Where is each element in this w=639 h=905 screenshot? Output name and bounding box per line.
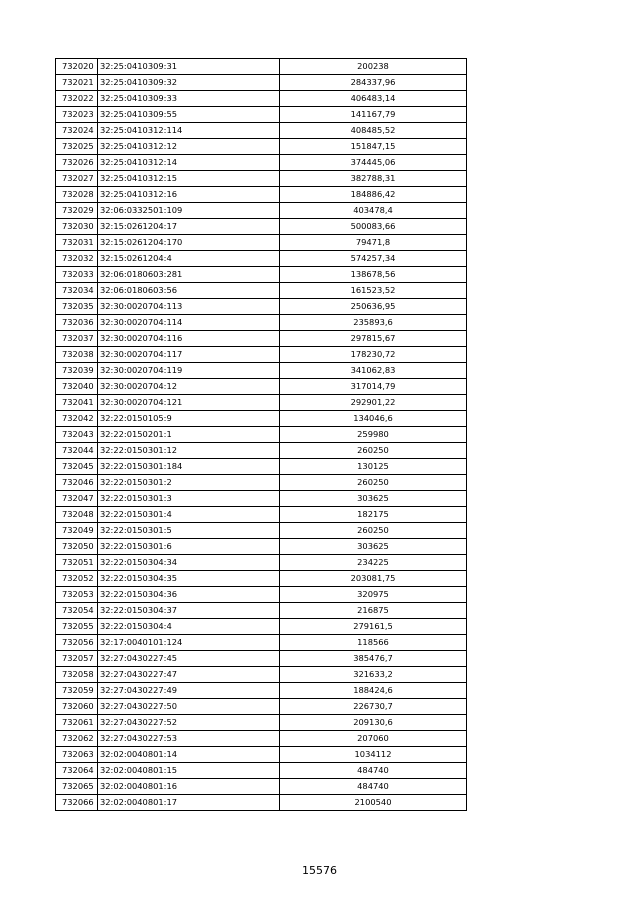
cadastral-number-cell: 32:27:0430227:45 bbox=[98, 651, 280, 667]
value-cell: 260250 bbox=[280, 443, 467, 459]
table-row bbox=[56, 187, 467, 203]
cadastral-number-cell: 32:22:0150105:9 bbox=[98, 411, 280, 427]
cadastral-number-cell: 32:22:0150304:36 bbox=[98, 587, 280, 603]
value-cell: 141167,79 bbox=[280, 107, 467, 123]
value-cell: 118566 bbox=[280, 635, 467, 651]
row-number-cell: 732030 bbox=[56, 219, 98, 235]
cadastral-number-cell: 32:25:0410312:15 bbox=[98, 171, 280, 187]
value-cell: 382788,31 bbox=[280, 171, 467, 187]
row-number-cell: 732023 bbox=[56, 107, 98, 123]
row-number-cell: 732026 bbox=[56, 155, 98, 171]
value-cell: 184886,42 bbox=[280, 187, 467, 203]
table-row bbox=[56, 347, 467, 363]
cadastral-number-cell: 32:30:0020704:117 bbox=[98, 347, 280, 363]
row-number-cell: 732057 bbox=[56, 651, 98, 667]
table-row bbox=[56, 699, 467, 715]
value-cell: 260250 bbox=[280, 475, 467, 491]
registry-table bbox=[55, 58, 467, 811]
table-row bbox=[56, 123, 467, 139]
cadastral-number-cell: 32:06:0180603:56 bbox=[98, 283, 280, 299]
row-number-cell: 732021 bbox=[56, 75, 98, 91]
table-row bbox=[56, 299, 467, 315]
row-number-cell: 732065 bbox=[56, 779, 98, 795]
cadastral-number-cell: 32:27:0430227:50 bbox=[98, 699, 280, 715]
cadastral-number-cell: 32:15:0261204:4 bbox=[98, 251, 280, 267]
cadastral-number-cell: 32:15:0261204:170 bbox=[98, 235, 280, 251]
row-number-cell: 732055 bbox=[56, 619, 98, 635]
table-row bbox=[56, 363, 467, 379]
cadastral-number-cell: 32:25:0410312:14 bbox=[98, 155, 280, 171]
cadastral-number-cell: 32:25:0410312:12 bbox=[98, 139, 280, 155]
value-cell: 500083,66 bbox=[280, 219, 467, 235]
row-number-cell: 732036 bbox=[56, 315, 98, 331]
cadastral-number-cell: 32:02:0040801:15 bbox=[98, 763, 280, 779]
value-cell: 151847,15 bbox=[280, 139, 467, 155]
row-number-cell: 732035 bbox=[56, 299, 98, 315]
value-cell: 303625 bbox=[280, 539, 467, 555]
cadastral-number-cell: 32:22:0150301:12 bbox=[98, 443, 280, 459]
table-row bbox=[56, 443, 467, 459]
row-number-cell: 732043 bbox=[56, 427, 98, 443]
value-cell: 284337,96 bbox=[280, 75, 467, 91]
table-row bbox=[56, 763, 467, 779]
row-number-cell: 732040 bbox=[56, 379, 98, 395]
cadastral-number-cell: 32:06:0180603:281 bbox=[98, 267, 280, 283]
row-number-cell: 732046 bbox=[56, 475, 98, 491]
cadastral-number-cell: 32:17:0040101:124 bbox=[98, 635, 280, 651]
value-cell: 317014,79 bbox=[280, 379, 467, 395]
row-number-cell: 732056 bbox=[56, 635, 98, 651]
cadastral-number-cell: 32:25:0410309:55 bbox=[98, 107, 280, 123]
cadastral-number-cell: 32:25:0410309:33 bbox=[98, 91, 280, 107]
table-row bbox=[56, 459, 467, 475]
table-row bbox=[56, 731, 467, 747]
table-row bbox=[56, 715, 467, 731]
row-number-cell: 732058 bbox=[56, 667, 98, 683]
row-number-cell: 732042 bbox=[56, 411, 98, 427]
value-cell: 134046,6 bbox=[280, 411, 467, 427]
table-row bbox=[56, 539, 467, 555]
value-cell: 250636,95 bbox=[280, 299, 467, 315]
table-row bbox=[56, 683, 467, 699]
table-row bbox=[56, 203, 467, 219]
value-cell: 178230,72 bbox=[280, 347, 467, 363]
value-cell: 303625 bbox=[280, 491, 467, 507]
table-row bbox=[56, 91, 467, 107]
table-row bbox=[56, 779, 467, 795]
registry-table-body bbox=[56, 59, 467, 811]
table-row bbox=[56, 251, 467, 267]
cadastral-number-cell: 32:22:0150301:3 bbox=[98, 491, 280, 507]
cadastral-number-cell: 32:22:0150201:1 bbox=[98, 427, 280, 443]
cadastral-number-cell: 32:27:0430227:53 bbox=[98, 731, 280, 747]
cadastral-number-cell: 32:22:0150301:2 bbox=[98, 475, 280, 491]
value-cell: 200238 bbox=[280, 59, 467, 75]
cadastral-number-cell: 32:25:0410312:16 bbox=[98, 187, 280, 203]
cadastral-number-cell: 32:30:0020704:12 bbox=[98, 379, 280, 395]
row-number-cell: 732054 bbox=[56, 603, 98, 619]
table-row bbox=[56, 267, 467, 283]
cadastral-number-cell: 32:22:0150301:6 bbox=[98, 539, 280, 555]
cadastral-number-cell: 32:22:0150304:34 bbox=[98, 555, 280, 571]
row-number-cell: 732031 bbox=[56, 235, 98, 251]
table-row bbox=[56, 555, 467, 571]
row-number-cell: 732029 bbox=[56, 203, 98, 219]
table-row bbox=[56, 475, 467, 491]
table-row bbox=[56, 619, 467, 635]
value-cell: 216875 bbox=[280, 603, 467, 619]
cadastral-number-cell: 32:30:0020704:121 bbox=[98, 395, 280, 411]
row-number-cell: 732028 bbox=[56, 187, 98, 203]
row-number-cell: 732051 bbox=[56, 555, 98, 571]
table-row bbox=[56, 491, 467, 507]
table-row bbox=[56, 379, 467, 395]
value-cell: 403478,4 bbox=[280, 203, 467, 219]
cadastral-number-cell: 32:25:0410309:31 bbox=[98, 59, 280, 75]
row-number-cell: 732050 bbox=[56, 539, 98, 555]
cadastral-number-cell: 32:27:0430227:47 bbox=[98, 667, 280, 683]
value-cell: 226730,7 bbox=[280, 699, 467, 715]
cadastral-number-cell: 32:27:0430227:49 bbox=[98, 683, 280, 699]
cadastral-number-cell: 32:22:0150304:35 bbox=[98, 571, 280, 587]
table-row bbox=[56, 651, 467, 667]
value-cell: 292901,22 bbox=[280, 395, 467, 411]
cadastral-number-cell: 32:06:0332501:109 bbox=[98, 203, 280, 219]
row-number-cell: 732045 bbox=[56, 459, 98, 475]
row-number-cell: 732020 bbox=[56, 59, 98, 75]
value-cell: 79471,8 bbox=[280, 235, 467, 251]
value-cell: 259980 bbox=[280, 427, 467, 443]
table-row bbox=[56, 795, 467, 811]
row-number-cell: 732027 bbox=[56, 171, 98, 187]
table-row bbox=[56, 747, 467, 763]
value-cell: 209130,6 bbox=[280, 715, 467, 731]
value-cell: 484740 bbox=[280, 763, 467, 779]
cadastral-number-cell: 32:02:0040801:17 bbox=[98, 795, 280, 811]
cadastral-number-cell: 32:30:0020704:113 bbox=[98, 299, 280, 315]
row-number-cell: 732037 bbox=[56, 331, 98, 347]
cadastral-number-cell: 32:22:0150304:4 bbox=[98, 619, 280, 635]
cadastral-number-cell: 32:27:0430227:52 bbox=[98, 715, 280, 731]
cadastral-number-cell: 32:15:0261204:17 bbox=[98, 219, 280, 235]
cadastral-number-cell: 32:25:0410309:32 bbox=[98, 75, 280, 91]
table-row bbox=[56, 107, 467, 123]
row-number-cell: 732062 bbox=[56, 731, 98, 747]
table-row bbox=[56, 235, 467, 251]
cadastral-number-cell: 32:30:0020704:114 bbox=[98, 315, 280, 331]
value-cell: 385476,7 bbox=[280, 651, 467, 667]
value-cell: 484740 bbox=[280, 779, 467, 795]
row-number-cell: 732022 bbox=[56, 91, 98, 107]
row-number-cell: 732033 bbox=[56, 267, 98, 283]
row-number-cell: 732032 bbox=[56, 251, 98, 267]
page-number: 15576 bbox=[302, 864, 337, 877]
table-row bbox=[56, 315, 467, 331]
value-cell: 207060 bbox=[280, 731, 467, 747]
value-cell: 279161,5 bbox=[280, 619, 467, 635]
row-number-cell: 732059 bbox=[56, 683, 98, 699]
row-number-cell: 732041 bbox=[56, 395, 98, 411]
table-row bbox=[56, 427, 467, 443]
value-cell: 203081,75 bbox=[280, 571, 467, 587]
row-number-cell: 732060 bbox=[56, 699, 98, 715]
value-cell: 374445,06 bbox=[280, 155, 467, 171]
cadastral-number-cell: 32:22:0150304:37 bbox=[98, 603, 280, 619]
value-cell: 1034112 bbox=[280, 747, 467, 763]
table-row bbox=[56, 171, 467, 187]
value-cell: 138678,56 bbox=[280, 267, 467, 283]
cadastral-number-cell: 32:02:0040801:14 bbox=[98, 747, 280, 763]
row-number-cell: 732053 bbox=[56, 587, 98, 603]
table-row bbox=[56, 139, 467, 155]
row-number-cell: 732034 bbox=[56, 283, 98, 299]
value-cell: 182175 bbox=[280, 507, 467, 523]
row-number-cell: 732049 bbox=[56, 523, 98, 539]
value-cell: 406483,14 bbox=[280, 91, 467, 107]
table-row bbox=[56, 507, 467, 523]
value-cell: 260250 bbox=[280, 523, 467, 539]
cadastral-number-cell: 32:22:0150301:5 bbox=[98, 523, 280, 539]
table-row bbox=[56, 523, 467, 539]
row-number-cell: 732048 bbox=[56, 507, 98, 523]
cadastral-number-cell: 32:30:0020704:119 bbox=[98, 363, 280, 379]
table-row bbox=[56, 219, 467, 235]
table-row bbox=[56, 411, 467, 427]
cadastral-number-cell: 32:22:0150301:4 bbox=[98, 507, 280, 523]
table-row bbox=[56, 75, 467, 91]
value-cell: 2100540 bbox=[280, 795, 467, 811]
value-cell: 130125 bbox=[280, 459, 467, 475]
value-cell: 321633,2 bbox=[280, 667, 467, 683]
row-number-cell: 732064 bbox=[56, 763, 98, 779]
table-row bbox=[56, 587, 467, 603]
value-cell: 234225 bbox=[280, 555, 467, 571]
table-row bbox=[56, 395, 467, 411]
value-cell: 188424,6 bbox=[280, 683, 467, 699]
cadastral-number-cell: 32:30:0020704:116 bbox=[98, 331, 280, 347]
value-cell: 341062,83 bbox=[280, 363, 467, 379]
value-cell: 408485,52 bbox=[280, 123, 467, 139]
table-row bbox=[56, 155, 467, 171]
table-row bbox=[56, 635, 467, 651]
cadastral-number-cell: 32:02:0040801:16 bbox=[98, 779, 280, 795]
row-number-cell: 732024 bbox=[56, 123, 98, 139]
table-row bbox=[56, 667, 467, 683]
row-number-cell: 732039 bbox=[56, 363, 98, 379]
row-number-cell: 732044 bbox=[56, 443, 98, 459]
row-number-cell: 732038 bbox=[56, 347, 98, 363]
value-cell: 574257,34 bbox=[280, 251, 467, 267]
value-cell: 320975 bbox=[280, 587, 467, 603]
table-row bbox=[56, 59, 467, 75]
cadastral-number-cell: 32:25:0410312:114 bbox=[98, 123, 280, 139]
row-number-cell: 732063 bbox=[56, 747, 98, 763]
table-row bbox=[56, 571, 467, 587]
value-cell: 235893,6 bbox=[280, 315, 467, 331]
table-row bbox=[56, 331, 467, 347]
value-cell: 297815,67 bbox=[280, 331, 467, 347]
table-row bbox=[56, 283, 467, 299]
row-number-cell: 732052 bbox=[56, 571, 98, 587]
cadastral-number-cell: 32:22:0150301:184 bbox=[98, 459, 280, 475]
row-number-cell: 732025 bbox=[56, 139, 98, 155]
value-cell: 161523,52 bbox=[280, 283, 467, 299]
table-row bbox=[56, 603, 467, 619]
row-number-cell: 732061 bbox=[56, 715, 98, 731]
row-number-cell: 732047 bbox=[56, 491, 98, 507]
row-number-cell: 732066 bbox=[56, 795, 98, 811]
